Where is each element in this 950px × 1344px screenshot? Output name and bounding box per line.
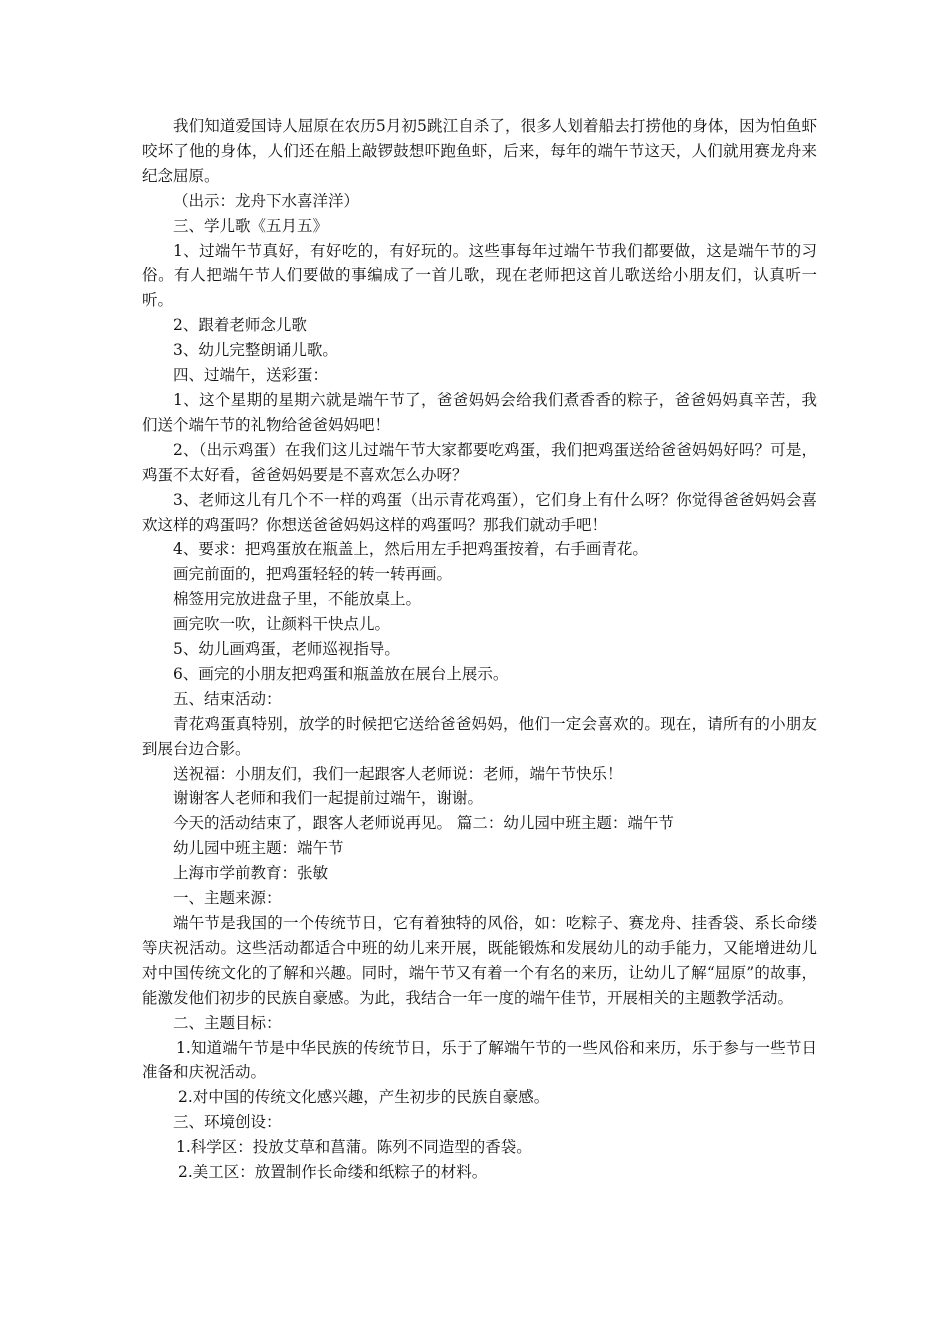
paragraph: 1.科学区：投放艾草和菖蒲。陈列不同造型的香袋。 — [176, 1138, 532, 1157]
paragraph: 二、主题目标： — [173, 1013, 282, 1032]
paragraph: 三、学儿歌《五月五》 — [173, 216, 329, 235]
paragraph: 端午节是我国的一个传统节日，它有着独特的风俗，如：吃粽子、赛龙舟、挂香袋、系长命缕等庆祝活动。这些活动都适合中班的幼儿来开展，既能锻炼和发展幼儿的动手能力，又能增进幼儿对中国传统文化的了解和兴趣。同时，端午节又有着一个有名的来历，让幼儿了解“屈原”的故事，能激发他们初步的民族自豪感。为此，我结合一年一度的端午佳节，开展相关的主题教学活动。 — [142, 914, 817, 1007]
paragraph: 五、结束活动： — [173, 689, 282, 708]
paragraph: 画完前面的，把鸡蛋轻轻的转一转再画。 — [173, 565, 453, 584]
paragraph: 5、幼儿画鸡蛋，老师巡视指导。 — [173, 640, 400, 659]
paragraph: 2、（出示鸡蛋）在我们这儿过端午节大家都要吃鸡蛋，我们把鸡蛋送给爸爸妈妈好吗？可是，鸡蛋不太好看，爸爸妈妈要是不喜欢怎么办呀？ — [142, 440, 817, 484]
paragraph: 2.美工区：放置制作长命缕和纸粽子的材料。 — [178, 1163, 488, 1182]
paragraph: 3、老师这儿有几个不一样的鸡蛋（出示青花鸡蛋），它们身上有什么呀？你觉得爸爸妈妈会喜欢这样的鸡蛋吗？你想送爸爸妈妈这样的鸡蛋吗？那我们就动手吧！ — [142, 490, 817, 534]
paragraph: 2.对中国的传统文化感兴趣，产生初步的民族自豪感。 — [178, 1088, 550, 1107]
paragraph: 一、主题来源： — [173, 889, 282, 908]
paragraph: 2、跟着老师念儿歌 — [173, 316, 307, 335]
paragraph: 三、环境创设： — [173, 1113, 282, 1132]
paragraph: （出示：龙舟下水喜洋洋） — [173, 191, 360, 210]
paragraph: 幼儿园中班主题：端午节 — [173, 839, 344, 858]
paragraph: 送祝福：小朋友们，我们一起跟客人老师说：老师，端午节快乐！ — [173, 764, 623, 783]
paragraph: 6、画完的小朋友把鸡蛋和瓶盖放在展台上展示。 — [173, 664, 509, 683]
paragraph: 上海市学前教育：张敏 — [173, 864, 329, 883]
paragraph: 1、过端午节真好，有好吃的，有好玩的。这些事每年过端午节我们都要做，这是端午节的习俗。有人把端午节人们要做的事编成了一首儿歌，现在老师把这首儿歌送给小朋友们，认真听一听。 — [142, 241, 817, 310]
paragraph: 3、幼儿完整朗诵儿歌。 — [173, 341, 338, 360]
paragraph: 青花鸡蛋真特别，放学的时候把它送给爸爸妈妈，他们一定会喜欢的。现在，请所有的小朋友到展台边合影。 — [142, 714, 817, 758]
paragraph: 棉签用完放进盘子里，不能放桌上。 — [173, 590, 422, 609]
paragraph: 我们知道爱国诗人屈原在农历5月初5跳江自杀了，很多人划着船去打捞他的身体，因为怕鱼虾咬坏了他的身体，人们还在船上敲锣鼓想吓跑鱼虾，后来，每年的端午节这天，人们就用赛龙舟来纪念屈原。 — [142, 117, 817, 185]
paragraph: 4、要求：把鸡蛋放在瓶盖上，然后用左手把鸡蛋按着，右手画青花。 — [173, 540, 648, 559]
paragraph: 今天的活动结束了，跟客人老师说再见。 篇二：幼儿园中班主题：端午节 — [173, 814, 674, 833]
paragraph: 画完吹一吹，让颜料干快点儿。 — [173, 615, 391, 634]
paragraph: 谢谢客人老师和我们一起提前过端午，谢谢。 — [173, 789, 484, 808]
paragraph: 1.知道端午节是中华民族的传统节日，乐于了解端午节的一些风俗和来历，乐于参与一些节日准备和庆祝活动。 — [142, 1038, 817, 1082]
paragraph: 四、过端午，送彩蛋： — [173, 366, 329, 385]
document-page — [142, 114, 817, 1185]
paragraph: 1、这个星期的星期六就是端午节了，爸爸妈妈会给我们煮香香的粽子，爸爸妈妈真辛苦，我们送个端午节的礼物给爸爸妈妈吧！ — [142, 390, 817, 434]
